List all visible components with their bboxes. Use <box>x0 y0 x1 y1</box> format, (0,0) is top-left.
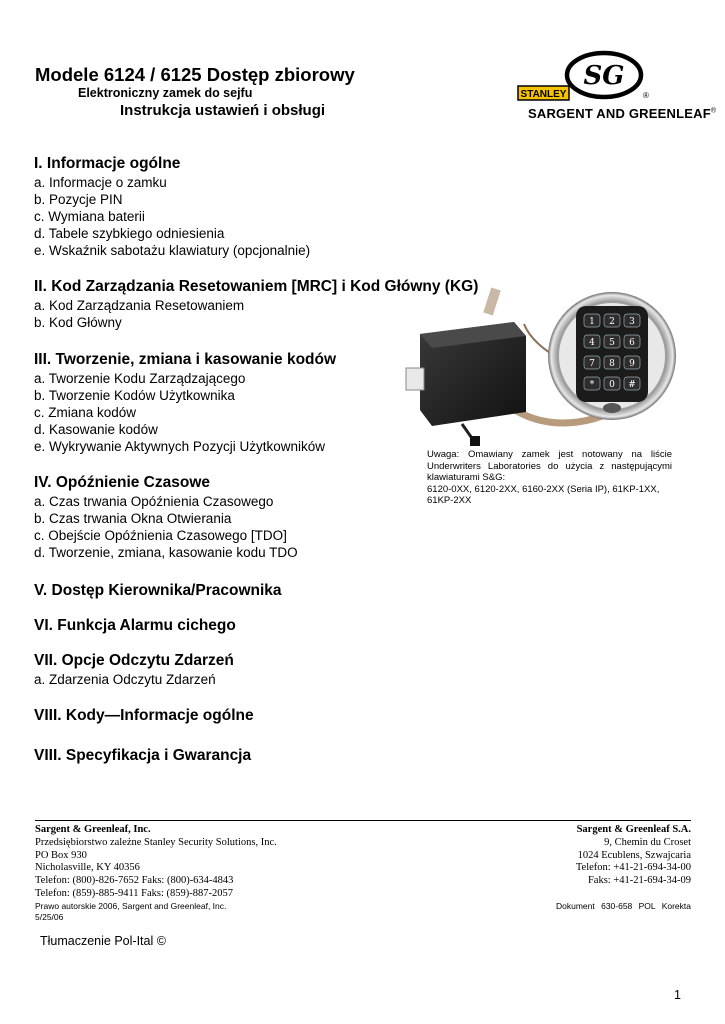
keypad-key <box>604 314 620 327</box>
toc-item: a. Kod Zarządzania Resetowaniem <box>34 298 245 313</box>
footer-line: Nicholasville, KY 40356 <box>35 862 140 874</box>
svg-text:0: 0 <box>609 380 615 390</box>
toc-item: c. Zmiana kodów <box>34 405 137 420</box>
keypad-key <box>584 335 600 348</box>
toc-item: b. Czas trwania Okna Otwierania <box>34 511 232 526</box>
page-title: Modele 6124 / 6125 Dostęp zbiorowy <box>35 64 355 85</box>
footer-line: Faks: +41-21-694-34-09 <box>587 875 691 887</box>
toc-item: c. Obejście Opóźnienia Czasowego [TDO] <box>34 528 287 543</box>
svg-text:4: 4 <box>589 338 595 348</box>
footer-line: Telefon: +41-21-694-34-00 <box>575 862 691 874</box>
svg-text:5: 5 <box>609 338 615 348</box>
toc-section-2 <box>34 277 479 331</box>
toc-item: e. Wykrywanie Aktywnych Pozycji Użytkowników <box>34 439 325 454</box>
keypad-key <box>584 377 600 390</box>
toc-item: b. Kod Główny <box>34 315 122 330</box>
svg-text:#: # <box>628 380 636 390</box>
footer-line: PO Box 930 <box>35 849 87 861</box>
toc-item: b. Pozycje PIN <box>34 192 123 207</box>
toc-item: e. Wskaźnik sabotażu klawiatury (opcjonalnie) <box>34 243 311 258</box>
keypad-key <box>604 335 620 348</box>
footer-company-ch: Sargent & Greenleaf S.A. <box>576 824 691 835</box>
lock-and-keypad-photo <box>396 284 692 452</box>
toc-heading: VIII. Kody—Informacje ogólne <box>34 707 254 724</box>
toc-item: a. Zdarzenia Odczytu Zdarzeń <box>34 672 216 687</box>
keypad-key <box>624 377 640 390</box>
keypad-key <box>584 356 600 369</box>
footer-line: 1024 Ecublens, Szwajcaria <box>577 849 691 861</box>
toc-heading: VI. Funkcja Alarmu cichego <box>34 617 236 634</box>
svg-text:8: 8 <box>609 359 615 369</box>
toc-item: b. Tworzenie Kodów Użytkownika <box>34 388 235 403</box>
svg-text:*: * <box>589 380 595 390</box>
toc-heading: V. Dostęp Kierownika/Pracownika <box>34 582 282 599</box>
table-of-contents <box>34 154 479 766</box>
translation-credit: Tłumaczenie Pol-Ital © <box>40 934 166 948</box>
keypad-key <box>604 356 620 369</box>
footer-divider <box>35 820 691 821</box>
svg-text:1: 1 <box>589 317 595 327</box>
keypad-key <box>624 314 640 327</box>
toc-item: d. Tworzenie, zmiana, kasowanie kodu TDO <box>34 545 298 560</box>
svg-text:6: 6 <box>629 338 635 348</box>
footer-line: Przedsiębiorstwo zależne Stanley Security Solutions, Inc. <box>35 836 277 848</box>
toc-section-8 <box>34 706 414 726</box>
toc-section-6 <box>34 616 414 636</box>
logo-stanley: STANLEY <box>520 89 567 100</box>
toc-item: a. Tworzenie Kodu Zarządzającego <box>34 371 246 386</box>
ul-note-models: 6120-0XX, 6120-2XX, 6160-2XX (Seria IP), 61KP-1XX, 61KP-2XX <box>427 483 660 507</box>
svg-text:3: 3 <box>629 317 635 327</box>
toc-item: a. Czas trwania Opóźnienia Czasowego <box>34 494 274 509</box>
brand-name <box>528 106 716 121</box>
ul-note-text: Uwaga: Omawiany zamek jest notowany na liście Underwriters Laboratories do użycia z następującymi klawiaturami S&G: <box>427 449 672 484</box>
toc-heading: IV. Opóźnienie Czasowe <box>34 474 211 491</box>
keypad-key <box>604 377 620 390</box>
logo-letters: SG <box>583 61 625 91</box>
toc-heading: VIII. Specyfikacja i Gwarancja <box>34 747 252 764</box>
keypad-key <box>624 335 640 348</box>
svg-text:9: 9 <box>629 359 635 369</box>
ul-note <box>427 449 672 507</box>
brand-name-text: SARGENT AND GREENLEAF <box>528 106 711 121</box>
toc-section-7 <box>34 651 414 688</box>
toc-item: d. Tabele szybkiego odniesienia <box>34 226 225 241</box>
footer-right-address <box>576 824 691 888</box>
toc-heading: I. Informacje ogólne <box>34 155 181 172</box>
toc-section-5 <box>34 581 414 601</box>
brand-registered: ® <box>710 107 717 115</box>
footer-left-address <box>35 824 277 924</box>
page-subtitle-instructions: Instrukcja ustawień i obsługi <box>120 102 326 119</box>
footer-company-us: Sargent & Greenleaf, Inc. <box>35 824 151 835</box>
footer-line: Telefon: (859)-885-9411 Faks: (859)-887-2057 <box>35 887 234 899</box>
toc-item: c. Wymiana baterii <box>34 209 145 224</box>
toc-heading: III. Tworzenie, zmiana i kasowanie kodów <box>34 351 337 368</box>
footer-line: 9, Chemin du Croset <box>604 836 691 848</box>
toc-section-1 <box>34 154 414 259</box>
toc-section-3 <box>34 350 414 455</box>
page-subtitle: Elektroniczny zamek do sejfu <box>78 86 253 100</box>
toc-item: d. Kasowanie kodów <box>34 422 158 437</box>
footer-date: 5/25/06 <box>35 912 64 923</box>
keypad-key <box>624 356 640 369</box>
logo-registered: ® <box>643 91 649 100</box>
footer-line: Telefon: (800)-826-7652 Faks: (800)-634-4843 <box>35 875 234 887</box>
svg-text:7: 7 <box>589 359 595 369</box>
toc-item: a. Informacje o zamku <box>34 175 167 190</box>
svg-text:2: 2 <box>609 317 615 327</box>
toc-section-9 <box>34 746 414 766</box>
toc-heading: II. Kod Zarządzania Resetowaniem [MRC] i Kod Główny (KG) <box>34 278 479 295</box>
footer-copyright: Prawo autorskie 2006, Sargent and Greenleaf, Inc. <box>35 900 227 911</box>
toc-heading: VII. Opcje Odczytu Zdarzeń <box>34 652 234 669</box>
document-number: Dokument 630-658 POL Korekta <box>555 901 691 911</box>
toc-section-4 <box>34 473 414 561</box>
keypad-key <box>584 314 600 327</box>
page-number: 1 <box>674 988 681 1002</box>
